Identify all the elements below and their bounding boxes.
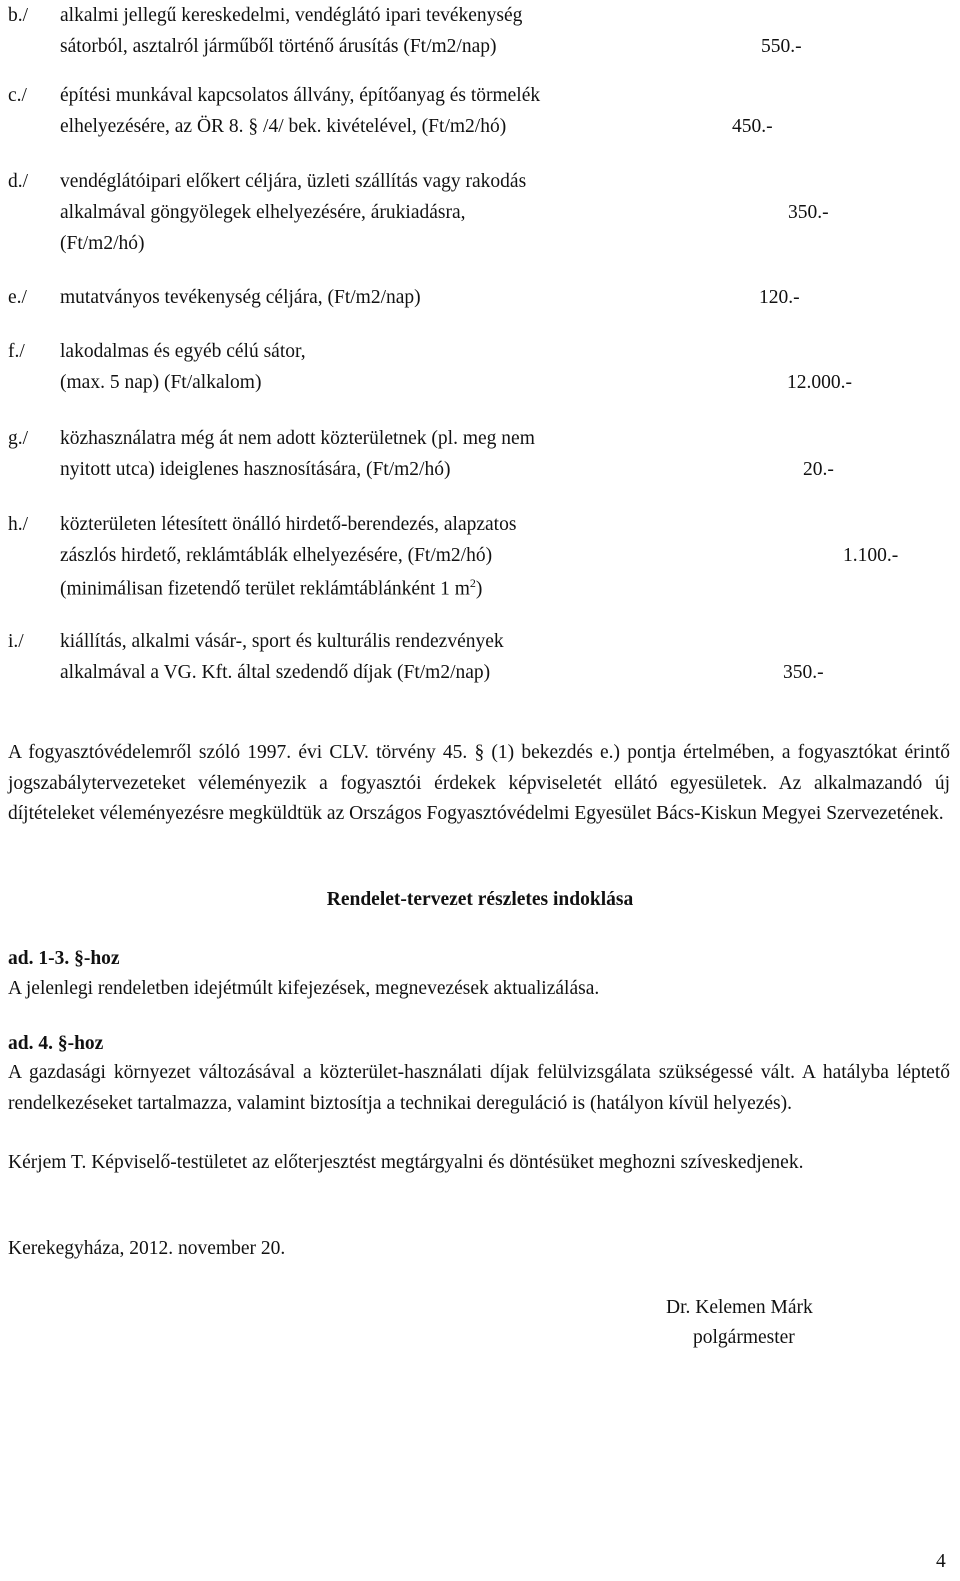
item-h-line-3-text: (minimálisan fizetendő terület reklámtáblánként 1 m — [60, 578, 470, 600]
item-h-line-3 — [60, 577, 482, 599]
item-h-line-1: közterületen létesített önálló hirdető-berendezés, alapzatos — [60, 514, 517, 535]
item-b-line-2: sátorból, asztalról járműből történő árusítás (Ft/m2/nap) — [60, 36, 497, 57]
page-number: 4 — [936, 1551, 946, 1572]
page-heading: Rendelet-tervezet részletes indoklása — [326, 889, 634, 910]
item-c-line-2: elhelyezésére, az ÖR 8. § /4/ bek. kivételével, (Ft/m2/hó) — [60, 116, 507, 137]
item-e-fee: 120.- — [759, 287, 800, 308]
item-g-label: g./ — [8, 428, 29, 449]
item-i-line-2: alkalmával a VG. Kft. által szedendő díjak (Ft/m2/nap) — [60, 662, 491, 683]
item-i-fee: 350.- — [783, 662, 824, 683]
item-h-label: h./ — [8, 514, 29, 535]
item-f-fee: 12.000.- — [787, 372, 852, 393]
section-2-text: A gazdasági környezet változásával a közterület-használati díjak felülvizsgálata szükségessé vált. A hatályba léptető rendelkezéseket tartalmazza, valamint biztosítja a technikai dereguláció is (hatályon kívül helyezés). — [8, 1062, 950, 1114]
section-1-title: ad. 1-3. §-hoz — [8, 948, 120, 969]
item-h-line-2: zászlós hirdető, reklámtáblák elhelyezésére, (Ft/m2/hó) — [60, 545, 493, 566]
item-d-line-3: (Ft/m2/hó) — [60, 233, 145, 254]
section-1-text: A jelenlegi rendeletben idejétmúlt kifejezések, megnevezések aktualizálása. — [8, 978, 600, 999]
item-e-line-1: mutatványos tevékenység céljára, (Ft/m2/nap) — [60, 287, 421, 308]
item-g-line-1: közhasználatra még át nem adott közterületnek (pl. meg nem — [60, 428, 535, 449]
item-e-label: e./ — [8, 287, 27, 308]
item-f-label: f./ — [8, 341, 25, 362]
item-i-label: i./ — [8, 631, 24, 652]
item-b-label: b./ — [8, 5, 29, 26]
signature-name: Dr. Kelemen Márk — [666, 1297, 813, 1318]
item-f-line-2: (max. 5 nap) (Ft/alkalom) — [60, 372, 262, 393]
item-d-label: d./ — [8, 171, 29, 192]
item-b-fee: 550.- — [761, 36, 802, 57]
item-h-fee: 1.100.- — [843, 545, 899, 566]
item-d-line-1: vendéglátóipari előkert céljára, üzleti szállítás vagy rakodás — [60, 171, 527, 192]
item-d-line-2: alkalmával göngyölegek elhelyezésére, árukiadásra, — [60, 202, 466, 223]
request-paragraph: Kérjem T. Képviselő-testületet az előterjesztést megtárgyalni és döntésüket meghozni szíveskedjenek. — [8, 1152, 804, 1173]
place-date: Kerekegyháza, 2012. november 20. — [8, 1238, 286, 1259]
item-c-label: c./ — [8, 85, 27, 106]
item-h-superscript: 2 — [469, 576, 476, 590]
consumer-protection-paragraph: A fogyasztóvédelemről szóló 1997. évi CLV. törvény 45. § (1) bekezdés e.) pontja értelmében, a fogyasztókat érintő jogszabálytervezeteket véleményezik a fogyasztói érdekek képviseletét ellátó egyesületek. Az alkalmazandó új díjtételeket véleményezésre megküldtük az Országos Fogyasztóvédelmi Egyesület Bács-Kiskun Megyei Szervezetének. — [8, 742, 950, 824]
item-h-line-3-close: ) — [475, 578, 483, 600]
item-g-fee: 20.- — [803, 459, 834, 480]
section-2-title: ad. 4. §-hoz — [8, 1033, 104, 1054]
signature-title: polgármester — [693, 1327, 795, 1348]
item-b-line-1: alkalmi jellegű kereskedelmi, vendéglátó ipari tevékenység — [60, 5, 523, 26]
item-i-line-1: kiállítás, alkalmi vásár-, sport és kulturális rendezvények — [60, 631, 504, 652]
item-d-fee: 350.- — [788, 202, 829, 223]
item-c-fee: 450.- — [732, 116, 773, 137]
item-g-line-2: nyitott utca) ideiglenes hasznosítására, (Ft/m2/hó) — [60, 459, 451, 480]
item-c-line-1: építési munkával kapcsolatos állvány, építőanyag és törmelék — [60, 85, 541, 106]
item-f-line-1: lakodalmas és egyéb célú sátor, — [60, 341, 306, 362]
